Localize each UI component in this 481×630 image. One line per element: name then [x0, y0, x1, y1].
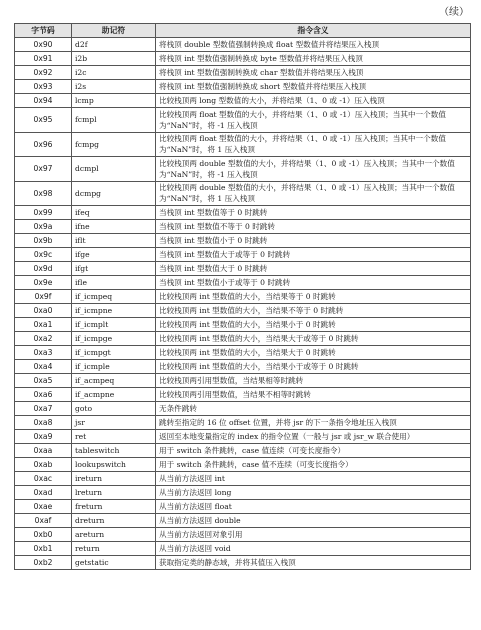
meaning-cell: 从当前方法返回对象引用	[156, 528, 471, 542]
bytecode-cell: 0x90	[15, 38, 72, 52]
meaning-cell: 从当前方法返回 double	[156, 514, 471, 528]
mnemonic-cell: lcmp	[72, 94, 156, 108]
bytecode-cell: 0x9c	[15, 248, 72, 262]
table-row	[15, 444, 471, 458]
bytecode-cell: 0x9b	[15, 234, 72, 248]
bytecode-cell: 0x98	[15, 181, 72, 206]
meaning-cell: 比较栈顶两 float 型数值的大小，并将结果（1、0 或 -1）压入栈顶；当其中一个数值为“NaN”时，将 -1 压入栈顶	[156, 108, 471, 133]
bytecode-cell: 0xb2	[15, 556, 72, 570]
bytecode-cell: 0x9e	[15, 276, 72, 290]
table-row	[15, 220, 471, 234]
bytecode-cell: 0x9d	[15, 262, 72, 276]
mnemonic-cell: ifgt	[72, 262, 156, 276]
meaning-cell: 当栈顶 int 型数值不等于 0 时跳转	[156, 220, 471, 234]
table-row	[15, 108, 471, 133]
mnemonic-cell: ret	[72, 430, 156, 444]
bytecode-cell: 0xac	[15, 472, 72, 486]
meaning-cell: 比较栈顶两 int 型数值的大小，当结果等于 0 时跳转	[156, 290, 471, 304]
table-row	[15, 514, 471, 528]
bytecode-cell: 0x9f	[15, 290, 72, 304]
table-row	[15, 94, 471, 108]
bytecode-cell: 0x99	[15, 206, 72, 220]
mnemonic-cell: goto	[72, 402, 156, 416]
mnemonic-cell: ifge	[72, 248, 156, 262]
table-row	[15, 360, 471, 374]
mnemonic-cell: areturn	[72, 528, 156, 542]
header-mnemonic: 助记符	[72, 24, 156, 38]
table-header	[15, 24, 471, 38]
bytecode-cell: 0xa7	[15, 402, 72, 416]
bytecode-cell: 0xa6	[15, 388, 72, 402]
meaning-cell: 比较栈顶两 int 型数值的大小，当结果大于或等于 0 时跳转	[156, 332, 471, 346]
bytecode-cell: 0xae	[15, 500, 72, 514]
bytecode-cell: 0xa0	[15, 304, 72, 318]
meaning-cell: 从当前方法返回 int	[156, 472, 471, 486]
header-meaning: 指令含义	[156, 24, 471, 38]
table-row	[15, 66, 471, 80]
meaning-cell: 从当前方法返回 long	[156, 486, 471, 500]
bytecode-cell: 0xa1	[15, 318, 72, 332]
mnemonic-cell: d2f	[72, 38, 156, 52]
meaning-cell: 将栈顶 int 型数值强制转换成 byte 型数值并将结果压入栈顶	[156, 52, 471, 66]
bytecode-cell: 0xa4	[15, 360, 72, 374]
mnemonic-cell: i2b	[72, 52, 156, 66]
bytecode-cell: 0xa8	[15, 416, 72, 430]
meaning-cell: 用于 switch 条件跳转，case 值不连续（可变长度指令）	[156, 458, 471, 472]
table-row	[15, 132, 471, 157]
bytecode-cell: 0xaf	[15, 514, 72, 528]
meaning-cell: 比较栈顶两 double 型数值的大小，并将结果（1、0 或 -1）压入栈顶；当其中一个数值为“NaN”时，将 -1 压入栈顶	[156, 157, 471, 182]
mnemonic-cell: getstatic	[72, 556, 156, 570]
meaning-cell: 将栈顶 double 型数值强制转换成 float 型数值并将结果压入栈顶	[156, 38, 471, 52]
mnemonic-cell: lreturn	[72, 486, 156, 500]
meaning-cell: 返回至本地变量指定的 index 的指令位置（一般与 jsr 或 jsr_w 联合使用）	[156, 430, 471, 444]
bytecode-cell: 0x93	[15, 80, 72, 94]
bytecode-cell: 0xa9	[15, 430, 72, 444]
table-row	[15, 318, 471, 332]
mnemonic-cell: if_icmpeq	[72, 290, 156, 304]
meaning-cell: 比较栈顶两 double 型数值的大小，并将结果（1、0 或 -1）压入栈顶；当其中一个数值为“NaN”时，将 1 压入栈顶	[156, 181, 471, 206]
table-row	[15, 374, 471, 388]
meaning-cell: 从当前方法返回 void	[156, 542, 471, 556]
meaning-cell: 当栈顶 int 型数值小于或等于 0 时跳转	[156, 276, 471, 290]
header-bytecode: 字节码	[15, 24, 72, 38]
bytecode-cell: 0xa3	[15, 346, 72, 360]
mnemonic-cell: ifeq	[72, 206, 156, 220]
table-row	[15, 38, 471, 52]
meaning-cell: 比较栈顶两 int 型数值的大小，当结果不等于 0 时跳转	[156, 304, 471, 318]
meaning-cell: 比较栈顶两 int 型数值的大小，当结果小于 0 时跳转	[156, 318, 471, 332]
table-row	[15, 332, 471, 346]
bytecode-cell: 0x91	[15, 52, 72, 66]
table-row	[15, 430, 471, 444]
header-row	[15, 24, 471, 38]
meaning-cell: 当栈顶 int 型数值大于或等于 0 时跳转	[156, 248, 471, 262]
continued-label: （续）	[439, 7, 469, 18]
mnemonic-cell: iflt	[72, 234, 156, 248]
table-row	[15, 304, 471, 318]
table-row	[15, 458, 471, 472]
mnemonic-cell: dcmpl	[72, 157, 156, 182]
meaning-cell: 用于 switch 条件跳转，case 值连续（可变长度指令）	[156, 444, 471, 458]
mnemonic-cell: freturn	[72, 500, 156, 514]
table-row	[15, 486, 471, 500]
mnemonic-cell: if_icmplt	[72, 318, 156, 332]
meaning-cell: 当栈顶 int 型数值大于 0 时跳转	[156, 262, 471, 276]
table-row	[15, 248, 471, 262]
mnemonic-cell: ifle	[72, 276, 156, 290]
bytecode-cell: 0xb0	[15, 528, 72, 542]
meaning-cell: 比较栈顶两 int 型数值的大小，当结果小于或等于 0 时跳转	[156, 360, 471, 374]
bytecode-cell: 0x96	[15, 132, 72, 157]
table-row	[15, 80, 471, 94]
mnemonic-cell: dreturn	[72, 514, 156, 528]
mnemonic-cell: lookupswitch	[72, 458, 156, 472]
bytecode-cell: 0x94	[15, 94, 72, 108]
table-row	[15, 542, 471, 556]
mnemonic-cell: i2s	[72, 80, 156, 94]
table-row	[15, 52, 471, 66]
mnemonic-cell: if_icmpne	[72, 304, 156, 318]
mnemonic-cell: fcmpl	[72, 108, 156, 133]
meaning-cell: 比较栈顶两引用型数值，当结果不相等时跳转	[156, 388, 471, 402]
table-row	[15, 346, 471, 360]
meaning-cell: 无条件跳转	[156, 402, 471, 416]
table-row	[15, 402, 471, 416]
mnemonic-cell: i2c	[72, 66, 156, 80]
meaning-cell: 当栈顶 int 型数值等于 0 时跳转	[156, 206, 471, 220]
table-row	[15, 234, 471, 248]
meaning-cell: 跳转至指定的 16 位 offset 位置，并将 jsr 的下一条指令地址压入栈顶	[156, 416, 471, 430]
bytecode-cell: 0xa5	[15, 374, 72, 388]
bytecode-cell: 0xa2	[15, 332, 72, 346]
bytecode-cell: 0xaa	[15, 444, 72, 458]
bytecode-cell: 0x92	[15, 66, 72, 80]
mnemonic-cell: tableswitch	[72, 444, 156, 458]
table-row	[15, 500, 471, 514]
table-row	[15, 276, 471, 290]
bytecode-cell: 0xab	[15, 458, 72, 472]
bytecode-cell: 0x9a	[15, 220, 72, 234]
meaning-cell: 将栈顶 int 型数值强制转换成 char 型数值并将结果压入栈顶	[156, 66, 471, 80]
table-row	[15, 262, 471, 276]
meaning-cell: 比较栈顶两 float 型数值的大小，并将结果（1、0 或 -1）压入栈顶；当其中一个数值为“NaN”时，将 1 压入栈顶	[156, 132, 471, 157]
table-row	[15, 528, 471, 542]
mnemonic-cell: fcmpg	[72, 132, 156, 157]
table-row	[15, 472, 471, 486]
meaning-cell: 从当前方法返回 float	[156, 500, 471, 514]
mnemonic-cell: if_acmpne	[72, 388, 156, 402]
meaning-cell: 比较栈顶两引用型数值，当结果相等时跳转	[156, 374, 471, 388]
mnemonic-cell: if_icmple	[72, 360, 156, 374]
table-row	[15, 290, 471, 304]
bytecode-cell: 0x95	[15, 108, 72, 133]
mnemonic-cell: return	[72, 542, 156, 556]
meaning-cell: 比较栈顶两 long 型数值的大小，并将结果（1、0 或 -1）压入栈顶	[156, 94, 471, 108]
bytecode-cell: 0xad	[15, 486, 72, 500]
meaning-cell: 获取指定类的静态域，并将其值压入栈顶	[156, 556, 471, 570]
meaning-cell: 当栈顶 int 型数值小于 0 时跳转	[156, 234, 471, 248]
table-row	[15, 556, 471, 570]
mnemonic-cell: dcmpg	[72, 181, 156, 206]
mnemonic-cell: ireturn	[72, 472, 156, 486]
table-row	[15, 157, 471, 182]
meaning-cell: 比较栈顶两 int 型数值的大小，当结果大于 0 时跳转	[156, 346, 471, 360]
mnemonic-cell: if_acmpeq	[72, 374, 156, 388]
mnemonic-cell: if_icmpge	[72, 332, 156, 346]
mnemonic-cell: if_icmpgt	[72, 346, 156, 360]
table-row	[15, 416, 471, 430]
meaning-cell: 将栈顶 int 型数值强制转换成 short 型数值并将结果压入栈顶	[156, 80, 471, 94]
bytecode-cell: 0xb1	[15, 542, 72, 556]
opcode-table	[14, 23, 471, 570]
bytecode-cell: 0x97	[15, 157, 72, 182]
table-row	[15, 206, 471, 220]
mnemonic-cell: ifne	[72, 220, 156, 234]
table-row	[15, 181, 471, 206]
table-row	[15, 388, 471, 402]
table-body	[15, 38, 471, 570]
mnemonic-cell: jsr	[72, 416, 156, 430]
